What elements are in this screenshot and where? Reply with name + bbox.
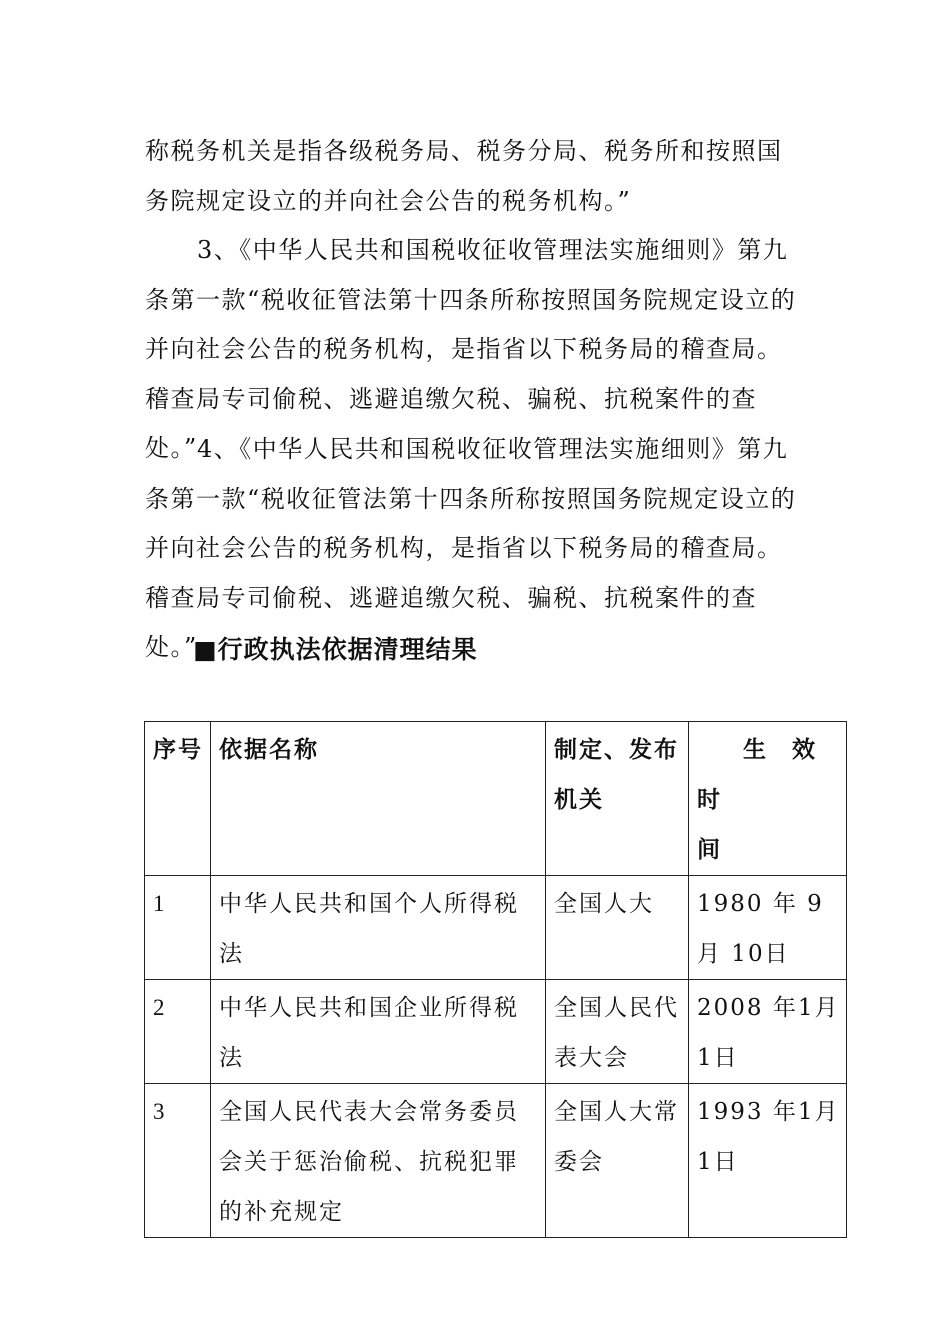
row-authority: 全国人民代表大会 (546, 980, 689, 1084)
header-name: 依据名称 (211, 722, 546, 876)
paragraph-tax-authority-definition (145, 127, 805, 226)
section-heading (193, 628, 478, 672)
paragraph-text: 4、《中华人民共和国税收征收管理法实施细则》第九条第一款“税收征管法第十四条所称按照国务院规定设立的并向社会公告的税务机构，是指省以下税务局的稽查局。稽查局专司偷税、逃避追缴欠税、骗税、抗税案件的查处。” (145, 435, 797, 661)
black-square-icon: ■ (193, 635, 218, 664)
row-index: 2 (145, 980, 211, 1084)
header-index: 序号 (145, 722, 211, 876)
paragraph-text: 3、《中华人民共和国税收征收管理法实施细则》第九条第一款“税收征管法第十四条所称按照国务院规定设立的并向社会公告的税务机构，是指省以下税务局的稽查局。稽查局专司偷税、逃避追缴欠税、骗税、抗税案件的查处。” (145, 236, 797, 462)
row-name: 中华人民共和国企业所得税法 (211, 980, 546, 1084)
header-effective-time (689, 722, 847, 876)
row-authority: 全国人大 (546, 876, 689, 980)
enforcement-basis-table (144, 721, 847, 1238)
row-effective: 1993 年1月1日 (689, 1084, 847, 1238)
header-authority: 制定、发布机关 (546, 722, 689, 876)
header-effective-time-line1: 生 效 时 (697, 736, 825, 813)
row-effective: 1980 年 9 月 10日 (689, 876, 847, 980)
section-heading-text: 行政执法依据清理结果 (217, 635, 478, 664)
row-index: 1 (145, 876, 211, 980)
header-effective-time-line2: 间 (697, 836, 722, 863)
row-name: 中华人民共和国个人所得税法 (211, 876, 546, 980)
table-row (145, 980, 847, 1084)
paragraph-text: 称税务机关是指各级税务局、税务分局、税务所和按照国务院规定设立的并向社会公告的税务机构。” (145, 137, 783, 215)
row-authority: 全国人大常委会 (546, 1084, 689, 1238)
row-effective: 2008 年1月1日 (689, 980, 847, 1084)
table-row (145, 1084, 847, 1238)
table-row (145, 876, 847, 980)
table-header-row (145, 722, 847, 876)
row-name: 全国人民代表大会常务委员会关于惩治偷税、抗税犯罪的补充规定 (211, 1084, 546, 1238)
row-index: 3 (145, 1084, 211, 1238)
